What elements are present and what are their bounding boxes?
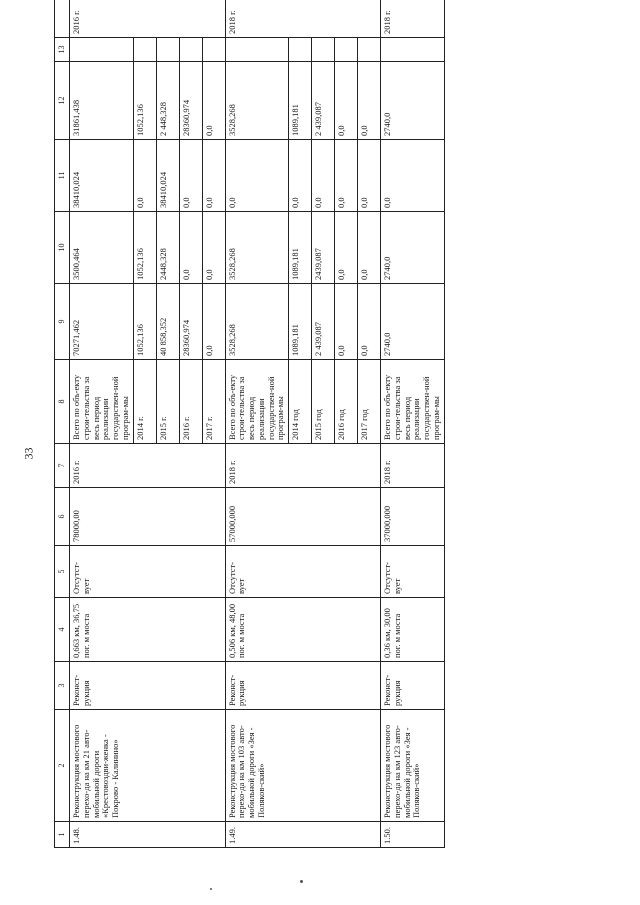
completion-year: 2016 г. — [70, 0, 226, 38]
completion-year: 2018 г. — [381, 0, 445, 38]
column-number-5: 5 — [55, 546, 70, 598]
start-year: 2018 г. — [381, 444, 445, 488]
column-number-12: 12 — [55, 62, 70, 140]
total-col-11: 0,0 — [381, 140, 445, 212]
page-number: 33 — [21, 447, 36, 460]
total-col-9: 70271,462 — [70, 284, 134, 360]
column-number-2: 2 — [55, 710, 70, 822]
row-number: 1.50. — [381, 822, 445, 848]
year-col-13 — [335, 38, 358, 62]
object-capacity: 0,663 км, 36,75 пог. м моста — [70, 598, 226, 662]
column-number-10: 10 — [55, 212, 70, 284]
object-row — [225, 0, 289, 848]
year-col-9: 0,0 — [202, 284, 225, 360]
total-col-9: 2740,0 — [381, 284, 445, 360]
year-col-13 — [289, 38, 312, 62]
year-col-12: 1052,136 — [133, 62, 156, 140]
year-col-10: 0,0 — [335, 212, 358, 284]
year-col-11: 0,0 — [202, 140, 225, 212]
year-col-12: 0,0 — [335, 62, 358, 140]
total-col-9: 3528,268 — [225, 284, 289, 360]
column-number-1: 1 — [55, 822, 70, 848]
total-col-13 — [381, 38, 445, 62]
year-col-9: 0,0 — [335, 284, 358, 360]
year-col-9: 2 439,087 — [312, 284, 335, 360]
year-label: 2015 г. — [156, 360, 179, 444]
start-year: 2016 г. — [70, 444, 226, 488]
design-status: Отсутст-вует — [381, 546, 445, 598]
year-col-9: 28360,974 — [179, 284, 202, 360]
year-col-13 — [179, 38, 202, 62]
year-label: 2017 год — [358, 360, 381, 444]
column-number-13: 13 — [55, 38, 70, 62]
estimated-cost: 78000,00 — [70, 488, 226, 546]
total-col-10: 3500,464 — [70, 212, 134, 284]
year-label: 2015 год — [312, 360, 335, 444]
year-col-12: 28360,974 — [179, 62, 202, 140]
year-label: 2016 г. — [179, 360, 202, 444]
total-col-11: 0,0 — [225, 140, 289, 212]
row-number: 1.49. — [225, 822, 381, 848]
column-number-3: 3 — [55, 662, 70, 710]
object-capacity: 0,36 км, 30,00 пог. м моста — [381, 598, 445, 662]
object-name: Реконструкция мостового перехо-да на км 123 авто-мобильной дороги «Зея - Поляков-ский» — [381, 710, 445, 822]
column-number-9: 9 — [55, 284, 70, 360]
year-col-13 — [202, 38, 225, 62]
year-col-9: 1052,136 — [133, 284, 156, 360]
total-col-10: 3528,268 — [225, 212, 289, 284]
year-col-11: 0,0 — [358, 140, 381, 212]
object-name: Реконструкция мостового перехо-да на км 103 авто-мобильной дороги «Зея - Поляков-ский» — [225, 710, 381, 822]
column-number-8: 8 — [55, 360, 70, 444]
column-number-11: 11 — [55, 140, 70, 212]
year-col-10: 0,0 — [358, 212, 381, 284]
year-col-10: 0,0 — [202, 212, 225, 284]
design-status: Отсутст-вует — [70, 546, 226, 598]
year-col-12: 0,0 — [358, 62, 381, 140]
work-type: Реконст-рукция — [381, 662, 445, 710]
year-col-9: 0,0 — [358, 284, 381, 360]
program-table — [54, 0, 445, 848]
year-col-13 — [156, 38, 179, 62]
row-number: 1.48. — [70, 822, 226, 848]
total-col-10: 2740,0 — [381, 212, 445, 284]
column-number-6: 6 — [55, 488, 70, 546]
total-label: Всего по объ-екту строи-тельства за весь период реализации государствен-ной програм-мы — [381, 360, 445, 444]
year-label: 2014 г. — [133, 360, 156, 444]
year-col-12: 2 439,087 — [312, 62, 335, 140]
year-col-10: 2439,087 — [312, 212, 335, 284]
year-col-13 — [312, 38, 335, 62]
year-col-11: 0,0 — [312, 140, 335, 212]
year-label: 2016 год — [335, 360, 358, 444]
year-col-11: 0,0 — [133, 140, 156, 212]
year-col-9: 40 858,352 — [156, 284, 179, 360]
year-col-13 — [133, 38, 156, 62]
column-number-7: 7 — [55, 444, 70, 488]
year-col-11: 38410,024 — [156, 140, 179, 212]
rotated-page — [54, 10, 569, 848]
total-col-12: 2740,0 — [381, 62, 445, 140]
scan-speck — [300, 880, 303, 883]
year-col-10: 2448,328 — [156, 212, 179, 284]
total-label: Всего по объ-екту строи-тельства за весь период реализации государствен-ной програм-мы — [70, 360, 134, 444]
year-col-10: 1089,181 — [289, 212, 312, 284]
column-number-row — [55, 0, 70, 848]
year-col-13 — [358, 38, 381, 62]
completion-year: 2018 г. — [225, 0, 381, 38]
column-number-4: 4 — [55, 598, 70, 662]
total-col-12: 3528,268 — [225, 62, 289, 140]
total-col-11: 38410,024 — [70, 140, 134, 212]
object-row — [70, 0, 134, 848]
year-col-12: 2 448,328 — [156, 62, 179, 140]
start-year: 2018 г. — [225, 444, 381, 488]
estimated-cost: 57000,000 — [225, 488, 381, 546]
object-name: Реконструкция мостового перехо-да на км 21 авто-мобильной дороги «Крестовоздви-женка - Покрово - Калинино» — [70, 710, 226, 822]
year-col-12: 0,0 — [202, 62, 225, 140]
year-col-11: 0,0 — [179, 140, 202, 212]
total-col-12: 31861,438 — [70, 62, 134, 140]
year-label: 2014 год — [289, 360, 312, 444]
year-col-10: 1052,136 — [133, 212, 156, 284]
year-col-11: 0,0 — [335, 140, 358, 212]
year-col-11: 0,0 — [289, 140, 312, 212]
estimated-cost: 37000,000 — [381, 488, 445, 546]
work-type: Реконст-рукция — [70, 662, 226, 710]
object-capacity: 0,506 км, 48,00 пог. м моста — [225, 598, 381, 662]
year-col-12: 1089,181 — [289, 62, 312, 140]
work-type: Реконст-рукция — [225, 662, 381, 710]
year-col-9: 1089,181 — [289, 284, 312, 360]
scan-speck — [210, 888, 212, 890]
total-col-13 — [225, 38, 289, 62]
design-status: Отсутст-вует — [225, 546, 381, 598]
year-col-10: 0,0 — [179, 212, 202, 284]
year-label: 2017 г. — [202, 360, 225, 444]
object-row — [381, 0, 445, 848]
total-col-13 — [70, 38, 134, 62]
column-number-14 — [55, 0, 70, 38]
total-label: Всего по объ-екту строи-тельства за весь период реализации государствен-ной програм-мы — [225, 360, 289, 444]
